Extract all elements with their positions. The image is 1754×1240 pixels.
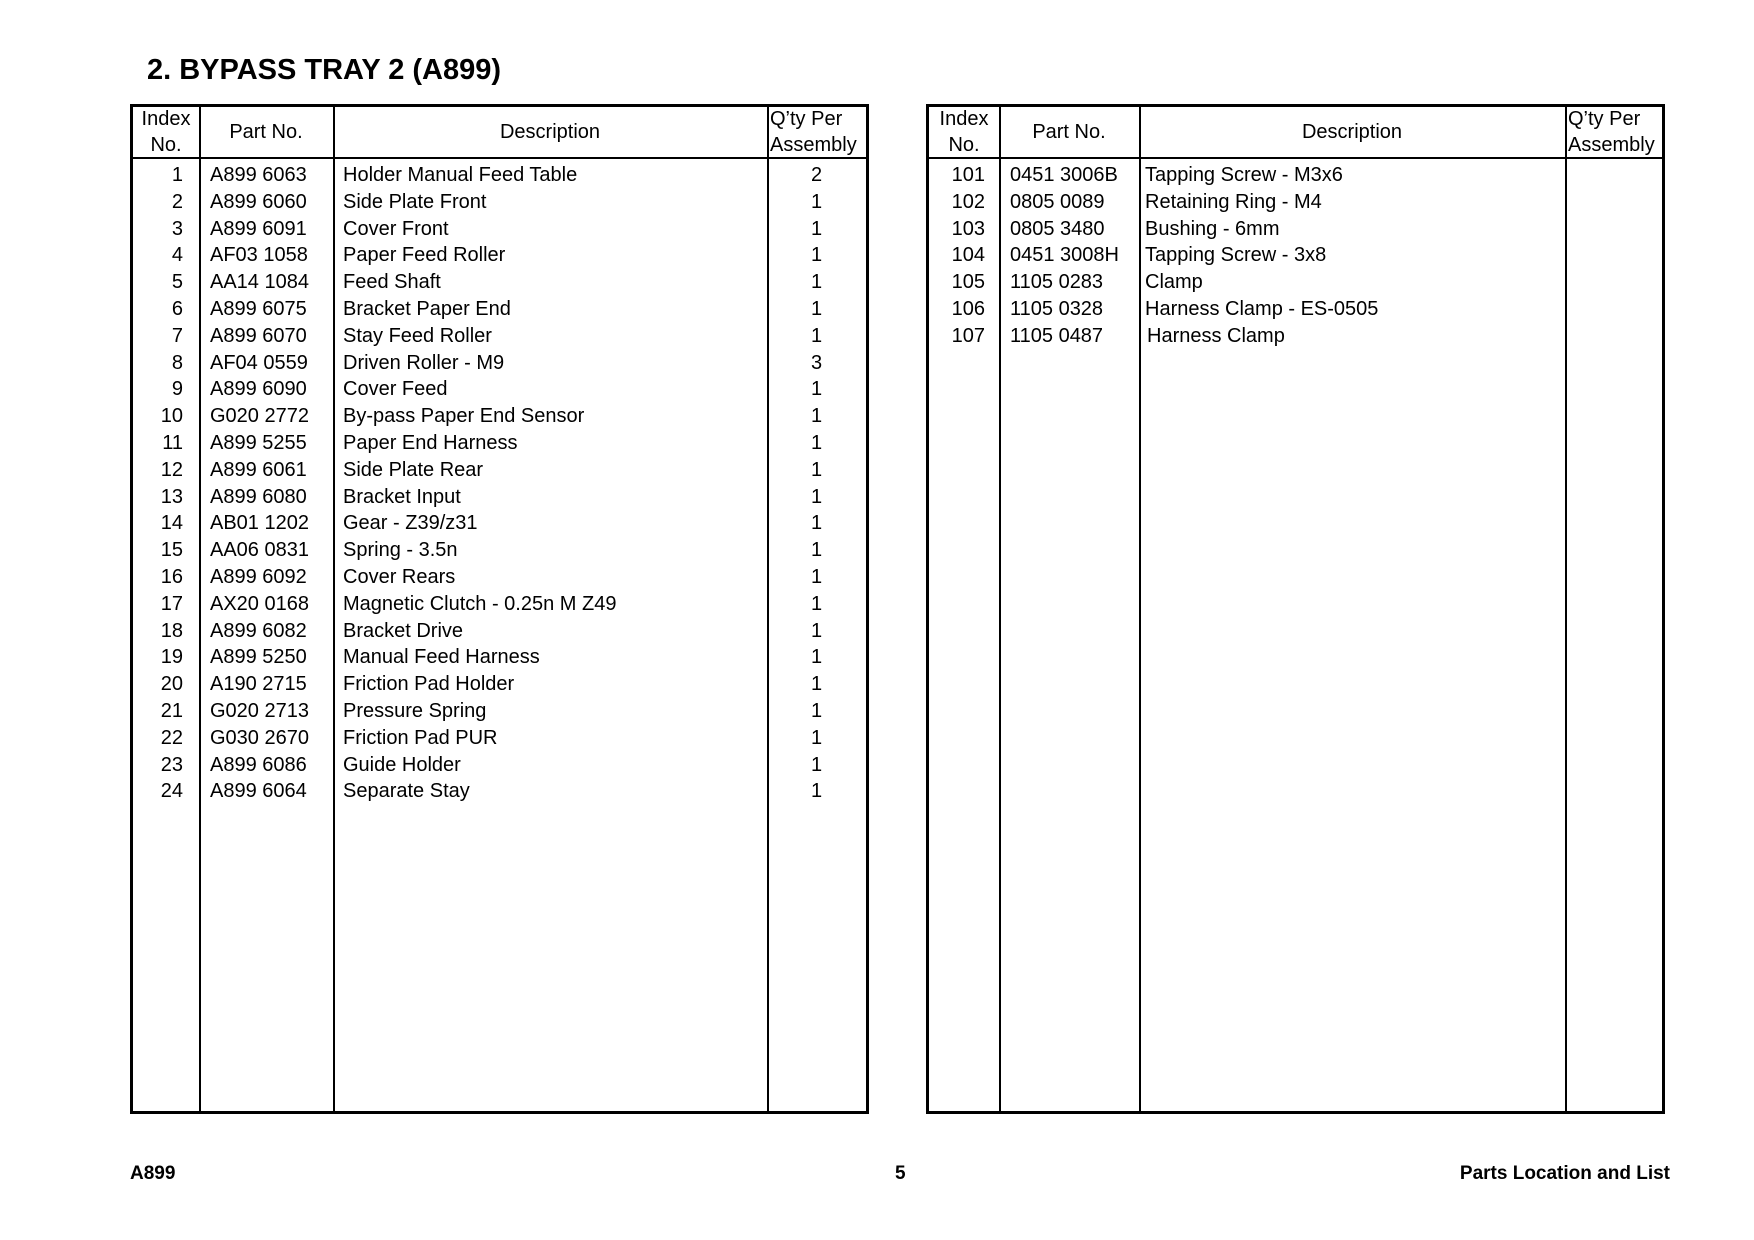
header-part-no: Part No. [229,121,303,143]
table-row [133,323,866,350]
cell-part-no: A899 6080 [210,485,307,508]
table-row [133,457,866,484]
cell-index: 10 [160,405,183,428]
cell-description: Clamp [1145,271,1203,294]
cell-description: Bracket Paper End [343,297,511,320]
cell-qty: 1 [810,646,823,669]
cell-qty [1565,323,1662,350]
cell-index: 15 [160,539,183,562]
cell-index: 104 [951,244,985,267]
footer-section-title: Parts Location and List [1459,1163,1670,1184]
cell-description: Guide Holder [343,753,461,776]
cell-index: 1 [171,164,183,186]
cell-qty: 1 [810,780,823,803]
cell-description: Bracket Input [343,485,461,508]
table-row [133,752,866,779]
cell-index: 20 [160,673,183,696]
table-row [133,189,866,216]
cell-description: Spring - 3.5n [343,539,458,562]
cell-index: 4 [171,244,183,267]
header-qty-line2: Assembly [770,134,857,156]
table-row [133,618,866,645]
header-description: Description [499,121,601,143]
cell-qty [1565,242,1662,269]
cell-index: 8 [171,351,183,374]
cell-part-no: 0805 0089 [1010,190,1105,213]
cell-description: Retaining Ring - M4 [1145,190,1322,213]
cell-qty: 1 [810,297,823,320]
header-qty-line1: Q’ty Per [1568,108,1641,130]
cell-description: Harness Clamp [1147,324,1285,347]
cell-description: Harness Clamp - ES-0505 [1145,297,1379,320]
cell-part-no: A899 6092 [210,565,307,588]
footer-page-number: 5 [895,1163,906,1184]
cell-part-no: 1105 0283 [1010,271,1104,294]
cell-index: 5 [171,271,183,294]
cell-part-no: 1105 0487 [1010,324,1104,347]
cell-qty: 1 [810,512,823,535]
header-part-no: Part No. [1032,121,1106,143]
header-divider [133,157,866,159]
table-row [133,725,866,752]
cell-description: Holder Manual Feed Table [343,164,578,186]
cell-index: 101 [951,164,985,186]
table-row [133,510,866,537]
table-row [133,698,866,725]
cell-index: 12 [160,458,183,481]
table-row [133,269,866,296]
table-row [133,591,866,618]
cell-description: Tapping Screw - M3x6 [1145,164,1343,186]
cell-index: 16 [160,565,183,588]
cell-description: Separate Stay [343,780,470,803]
cell-index: 6 [171,297,183,320]
table-row [133,296,866,323]
table-header [133,107,866,157]
cell-qty: 1 [810,271,823,294]
cell-qty [1565,296,1662,323]
cell-index: 14 [160,512,183,535]
cell-index: 17 [160,592,183,615]
cell-description: Stay Feed Roller [343,324,492,347]
cell-part-no: G030 2670 [210,726,309,749]
cell-part-no: 1105 0328 [1010,297,1104,320]
cell-part-no: A899 6060 [210,190,307,213]
cell-part-no: A899 6064 [210,780,307,803]
header-qty [767,107,866,157]
cell-qty: 1 [810,324,823,347]
parts-table-right [926,104,1665,1114]
cell-part-no: A899 6061 [210,458,307,481]
cell-index: 102 [951,190,985,213]
cell-index: 3 [171,217,183,240]
cell-index: 13 [160,485,183,508]
parts-table-left [130,104,869,1114]
cell-index: 7 [171,324,183,347]
cell-description: Manual Feed Harness [343,646,540,669]
table-row [133,644,866,671]
cell-index: 24 [160,780,183,803]
table-row [929,162,1662,189]
cell-part-no: AB01 1202 [210,512,309,535]
cell-index: 18 [160,619,183,642]
cell-description: Paper End Harness [343,431,518,454]
cell-description: Gear - Z39/z31 [343,512,478,535]
table-row [133,564,866,591]
cell-index: 21 [160,699,183,722]
cell-qty: 1 [810,485,823,508]
cell-qty: 1 [810,405,823,428]
header-qty [1565,107,1662,157]
cell-index: 103 [951,217,985,240]
table-body [929,162,1662,350]
header-index [929,107,999,157]
cell-qty: 1 [810,378,823,401]
cell-part-no: A899 5255 [210,431,307,454]
cell-part-no: A899 5250 [210,646,307,669]
cell-qty: 1 [810,217,823,240]
cell-description: Paper Feed Roller [343,244,506,267]
cell-index: 105 [951,271,985,294]
cell-index: 106 [951,297,985,320]
cell-description: Tapping Screw - 3x8 [1145,244,1327,267]
cell-part-no: A899 6070 [210,324,307,347]
header-qty-line1: Q’ty Per [770,108,843,130]
cell-part-no: A899 6075 [210,297,307,320]
table-row [929,216,1662,243]
table-row [929,323,1662,350]
cell-part-no: A190 2715 [210,673,307,696]
table-row [133,350,866,377]
cell-part-no: G020 2713 [210,699,309,722]
cell-index: 107 [951,324,985,347]
cell-description: Side Plate Rear [343,458,484,481]
cell-qty: 1 [810,190,823,213]
cell-qty: 1 [810,244,823,267]
cell-description: Bracket Drive [343,619,464,642]
cell-qty [1565,269,1662,296]
table-row [133,403,866,430]
cell-part-no: A899 6091 [210,217,307,240]
header-index-line2: No. [150,134,182,156]
cell-description: Cover Front [343,217,449,240]
table-body [133,162,866,805]
cell-part-no: AX20 0168 [210,592,309,615]
table-row [133,242,866,269]
header-index-line1: Index [141,108,191,130]
cell-part-no: AA14 1084 [210,271,309,294]
header-index-line1: Index [939,108,989,130]
cell-description: Friction Pad PUR [343,726,498,749]
cell-description: By-pass Paper End Sensor [343,405,585,428]
table-header [929,107,1662,157]
cell-qty: 1 [810,458,823,481]
cell-part-no: 0451 3008H [1010,244,1119,267]
cell-description: Friction Pad Holder [343,673,515,696]
cell-qty [1565,162,1662,189]
cell-index: 23 [160,753,183,776]
cell-part-no: 0451 3006B [1010,164,1118,186]
cell-description: Side Plate Front [343,190,487,213]
cell-part-no: A899 6086 [210,753,307,776]
cell-description: Cover Rears [343,565,456,588]
cell-description: Pressure Spring [343,699,487,722]
cell-qty: 1 [810,431,823,454]
table-row [133,216,866,243]
cell-index: 22 [160,726,183,749]
cell-description: Bushing - 6mm [1145,217,1280,240]
cell-qty: 3 [810,351,823,374]
table-row [929,189,1662,216]
header-divider [929,157,1662,159]
table-row [133,671,866,698]
cell-part-no: A899 6082 [210,619,307,642]
cell-qty: 1 [810,753,823,776]
cell-part-no: AA06 0831 [210,539,309,562]
cell-part-no: AF03 1058 [210,244,308,267]
header-index [133,107,199,157]
cell-qty [1565,216,1662,243]
cell-description: Cover Feed [343,378,448,401]
cell-description: Magnetic Clutch - 0.25n M Z49 [343,592,617,615]
cell-qty: 1 [810,592,823,615]
table-row [133,778,866,805]
cell-part-no: A899 6090 [210,378,307,401]
cell-qty: 1 [810,726,823,749]
cell-qty: 1 [810,673,823,696]
cell-qty: 1 [810,619,823,642]
cell-part-no: AF04 0559 [210,351,308,374]
table-row [929,269,1662,296]
page-title: 2. BYPASS TRAY 2 (A899) [147,54,502,86]
cell-part-no: A899 6063 [210,164,307,186]
cell-description: Feed Shaft [343,271,441,294]
cell-description: Driven Roller - M9 [343,351,505,374]
cell-part-no: G020 2772 [210,405,309,428]
cell-index: 9 [171,378,183,401]
cell-index: 19 [160,646,183,669]
cell-qty: 1 [810,699,823,722]
cell-part-no: 0805 3480 [1010,217,1105,240]
cell-qty: 1 [810,565,823,588]
table-row [929,296,1662,323]
cell-qty: 1 [810,539,823,562]
cell-qty [1565,189,1662,216]
cell-index: 11 [162,431,183,454]
table-row [133,376,866,403]
table-row [133,484,866,511]
footer-model: A899 [130,1163,176,1184]
table-row [133,162,866,189]
header-index-line2: No. [948,134,980,156]
cell-index: 2 [171,190,183,213]
header-description: Description [1301,121,1403,143]
header-qty-line2: Assembly [1568,134,1655,156]
cell-qty: 2 [810,164,823,186]
table-row [929,242,1662,269]
table-row [133,430,866,457]
table-row [133,537,866,564]
